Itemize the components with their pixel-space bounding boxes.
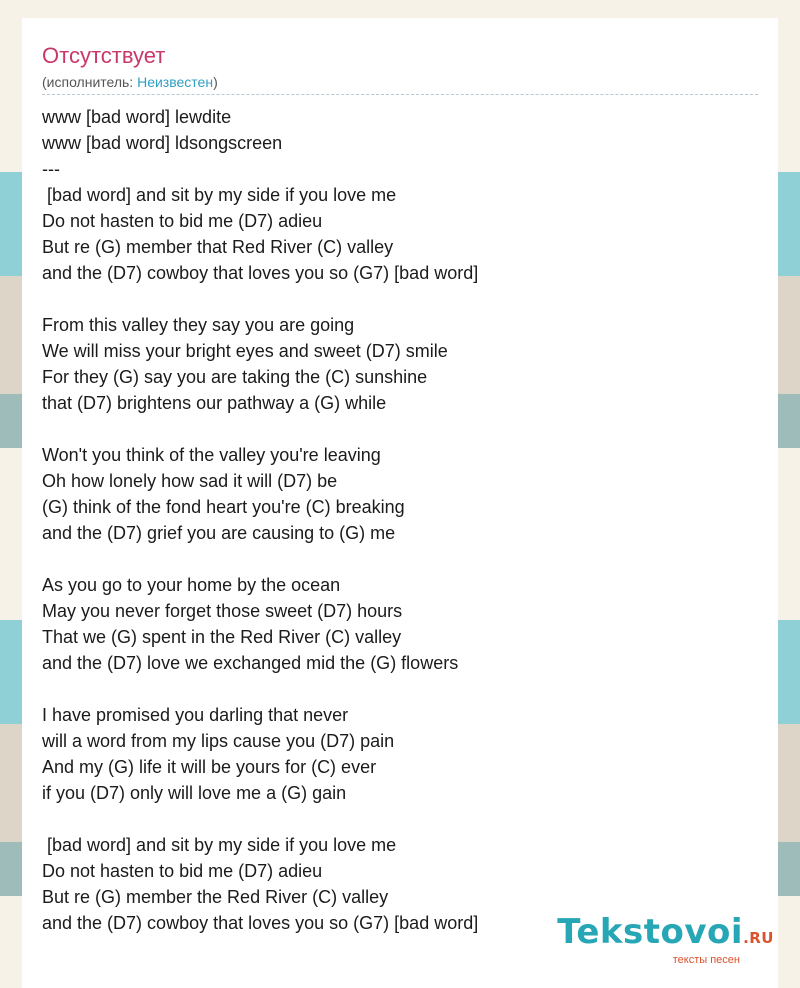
logo-tagline: тексты песен bbox=[672, 954, 740, 966]
site-logo[interactable] bbox=[557, 914, 774, 966]
lyric-line: Do not hasten to bid me (D7) adieu bbox=[42, 211, 323, 231]
lyric-line: I have promised you darling that never bbox=[42, 705, 349, 725]
lyric-line: That we (G) spent in the Red River (C) valley bbox=[42, 627, 402, 647]
logo-wordmark: Tekstovoi bbox=[557, 912, 744, 952]
lyric-line: Oh how lonely how sad it will (D7) be bbox=[42, 471, 338, 491]
logo-domain-suffix: .RU bbox=[743, 929, 774, 947]
lyrics-panel bbox=[22, 18, 778, 988]
lyric-line: --- bbox=[42, 159, 60, 179]
lyric-line: and the (D7) cowboy that loves you so (G7) [bad word] bbox=[42, 263, 479, 283]
lyric-line: and the (D7) love we exchanged mid the (G) flowers bbox=[42, 653, 459, 673]
lyric-line: if you (D7) only will love me a (G) gain bbox=[42, 783, 347, 803]
lyric-line bbox=[42, 416, 758, 442]
artist-suffix: ) bbox=[213, 74, 218, 90]
lyric-line: and the (D7) grief you are causing to (G) me bbox=[42, 523, 396, 543]
lyrics-text bbox=[42, 104, 758, 936]
lyric-line: Won't you think of the valley you're leaving bbox=[42, 445, 381, 465]
lyric-line bbox=[42, 676, 758, 702]
lyric-line: May you never forget those sweet (D7) hours bbox=[42, 601, 403, 621]
lyric-line: Do not hasten to bid me (D7) adieu bbox=[42, 861, 323, 881]
lyric-line: www [bad word] ldsongscreen bbox=[42, 133, 283, 153]
lyric-line: But re (G) member that Red River (C) valley bbox=[42, 237, 394, 257]
artist-line bbox=[42, 73, 758, 95]
lyric-line bbox=[42, 546, 758, 572]
lyric-line: that (D7) brightens our pathway a (G) while bbox=[42, 393, 387, 413]
lyric-line: For they (G) say you are taking the (C) sunshine bbox=[42, 367, 428, 387]
lyric-line: From this valley they say you are going bbox=[42, 315, 355, 335]
lyric-line: and the (D7) cowboy that loves you so (G7) [bad word] bbox=[42, 913, 479, 933]
lyric-line: [bad word] and sit by my side if you love me bbox=[42, 185, 397, 205]
song-title: Отсутствует bbox=[42, 43, 166, 68]
lyric-line: [bad word] and sit by my side if you love me bbox=[42, 835, 397, 855]
lyric-line: And my (G) life it will be yours for (C) ever bbox=[42, 757, 377, 777]
lyric-line: (G) think of the fond heart you're (C) breaking bbox=[42, 497, 405, 517]
lyric-line: As you go to your home by the ocean bbox=[42, 575, 341, 595]
artist-link[interactable]: Неизвестен bbox=[137, 74, 214, 90]
lyric-line: We will miss your bright eyes and sweet (D7) smile bbox=[42, 341, 448, 361]
lyric-line: www [bad word] lewdite bbox=[42, 107, 232, 127]
lyric-line bbox=[42, 806, 758, 832]
lyric-line: will a word from my lips cause you (D7) pain bbox=[42, 731, 395, 751]
lyric-line: But re (G) member the Red River (C) valley bbox=[42, 887, 389, 907]
artist-prefix: (исполнитель: bbox=[42, 74, 138, 90]
lyric-line bbox=[42, 286, 758, 312]
